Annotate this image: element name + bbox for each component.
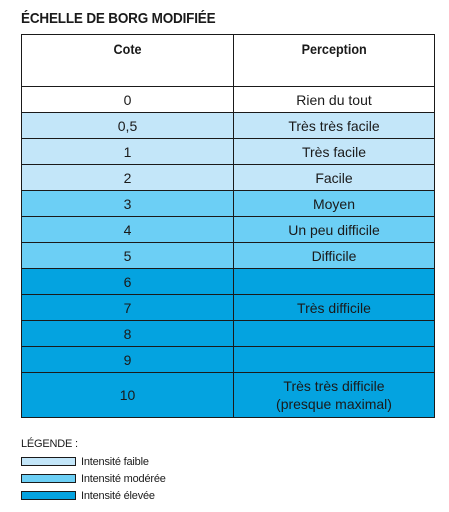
borg-scale-table: [21, 34, 435, 418]
legend-swatch-high: [21, 491, 76, 500]
table-row: [22, 191, 435, 217]
perception-line-1: Très très difficile: [283, 378, 385, 394]
table-row: [22, 217, 435, 243]
page-title: ÉCHELLE DE BORG MODIFIÉE: [21, 10, 216, 27]
cote-cell: 3: [22, 191, 234, 217]
legend-swatch-moderate: [21, 474, 76, 483]
perception-cell: Facile: [234, 165, 435, 191]
table-row: [22, 165, 435, 191]
legend-item-moderate: [21, 472, 166, 485]
table-row: [22, 347, 435, 373]
perception-cell: [234, 321, 435, 347]
column-header-cote: Cote: [22, 35, 234, 87]
cote-cell: 0: [22, 87, 234, 113]
cote-cell: 2: [22, 165, 234, 191]
table-row: [22, 373, 435, 418]
legend-title: LÉGENDE :: [21, 438, 78, 450]
perception-cell: Moyen: [234, 191, 435, 217]
table-row: [22, 139, 435, 165]
perception-cell: [234, 373, 435, 418]
cote-cell: 8: [22, 321, 234, 347]
cote-cell: 4: [22, 217, 234, 243]
legend-label-moderate: Intensité modérée: [81, 472, 166, 485]
table-row: [22, 113, 435, 139]
table-row: [22, 269, 435, 295]
perception-cell: [234, 269, 435, 295]
cote-cell: 5: [22, 243, 234, 269]
perception-cell: Rien du tout: [234, 87, 435, 113]
column-header-perception: Perception: [234, 35, 435, 87]
legend-swatch-low: [21, 457, 76, 466]
perception-cell: Très très facile: [234, 113, 435, 139]
table-row: [22, 321, 435, 347]
cote-cell: 1: [22, 139, 234, 165]
perception-cell: Difficile: [234, 243, 435, 269]
table-row: [22, 243, 435, 269]
cote-cell: 10: [22, 373, 234, 418]
legend-label-low: Intensité faible: [81, 455, 149, 468]
table-row: [22, 295, 435, 321]
perception-cell: [234, 347, 435, 373]
legend-item-high: [21, 489, 155, 502]
table-row: [22, 87, 435, 113]
perception-cell: Très facile: [234, 139, 435, 165]
cote-cell: 7: [22, 295, 234, 321]
cote-cell: 0,5: [22, 113, 234, 139]
legend-label-high: Intensité élevée: [81, 489, 155, 502]
cote-cell: 9: [22, 347, 234, 373]
perception-line-2: (presque maximal): [276, 396, 392, 412]
legend-item-low: [21, 455, 149, 468]
cote-cell: 6: [22, 269, 234, 295]
table-header-row: [22, 35, 435, 87]
perception-cell: Très difficile: [234, 295, 435, 321]
perception-cell: Un peu difficile: [234, 217, 435, 243]
